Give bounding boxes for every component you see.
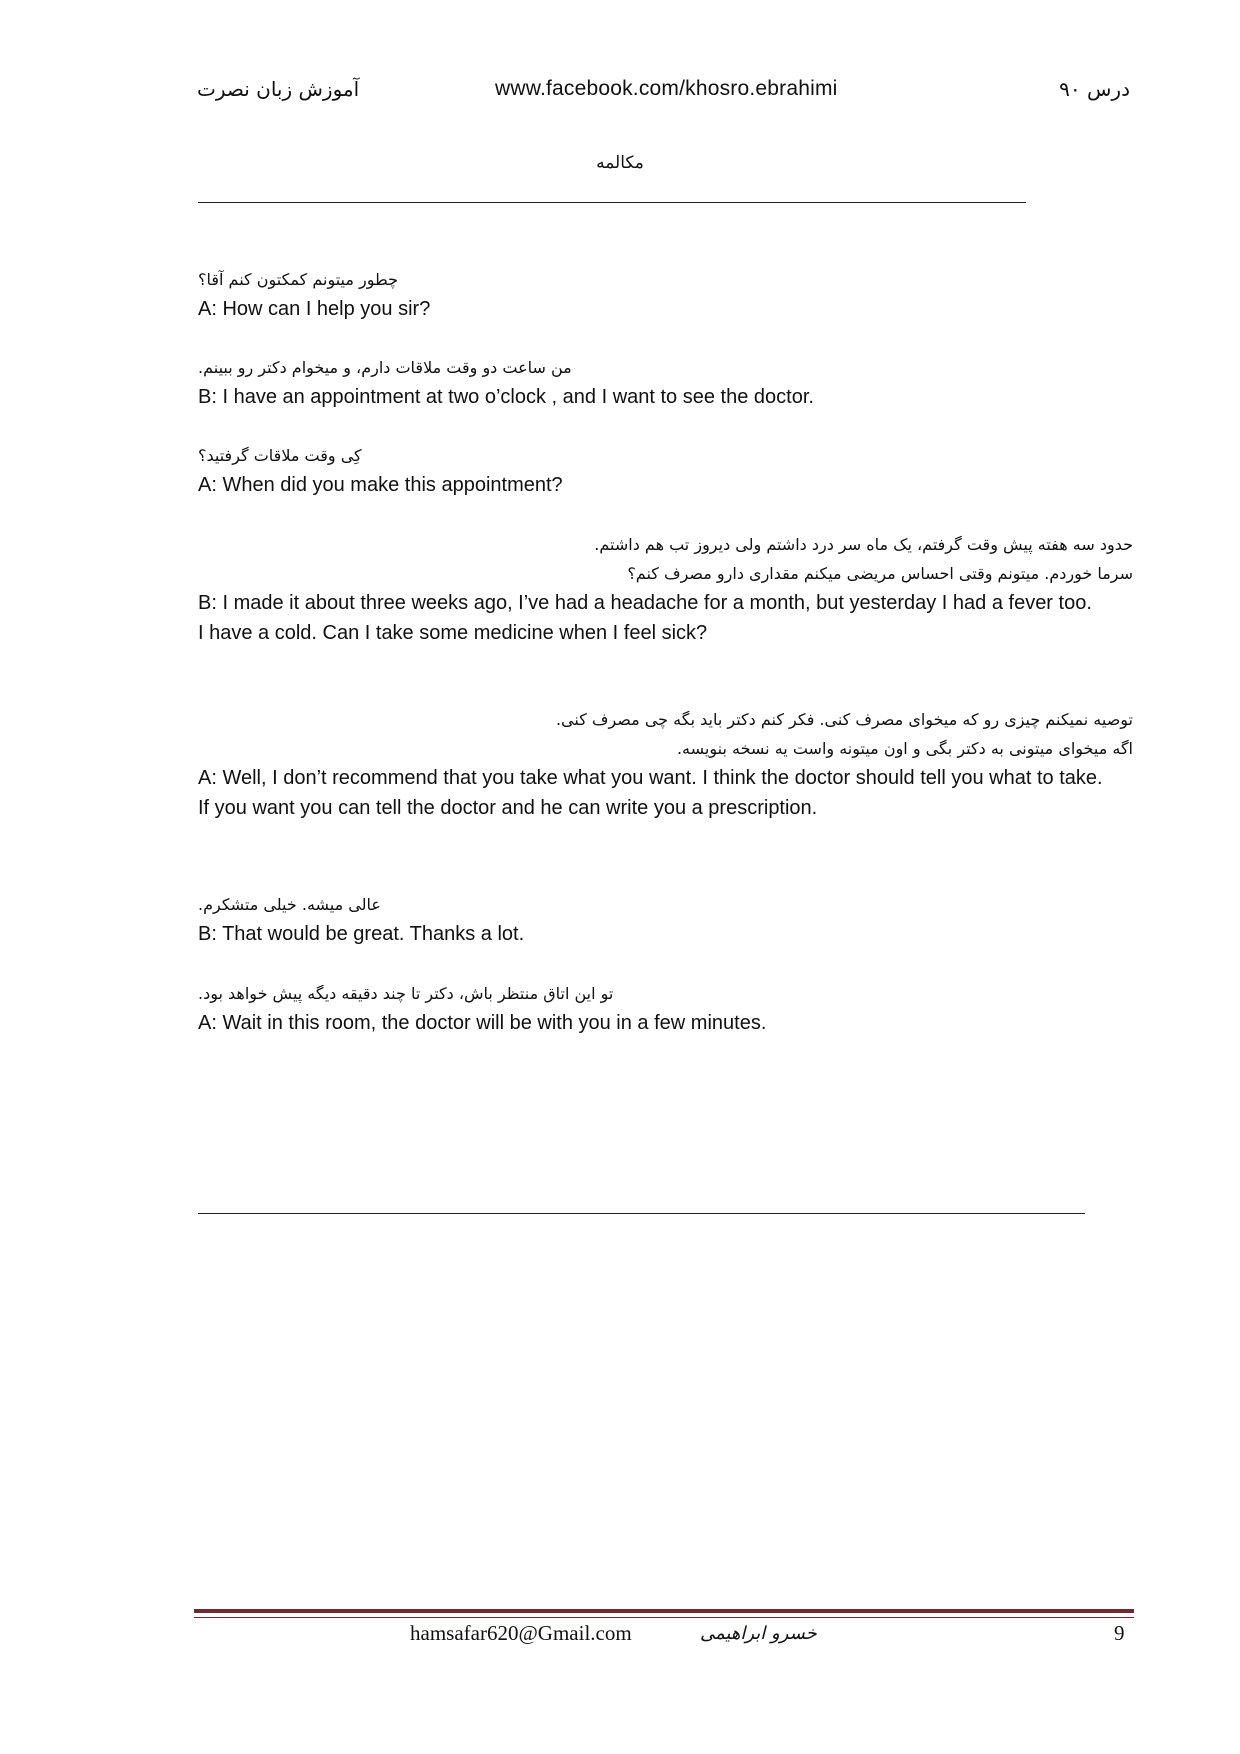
footer-author-signature: خسرو ابراهیمی (700, 1623, 817, 1644)
dialogue-entry-5 (198, 705, 1133, 823)
page-number: 9 (1114, 1621, 1125, 1645)
english-line: B: I have an appointment at two o’clock , and I want to see the doctor. (198, 386, 814, 408)
persian-line: تو این اتاق منتظر باش، دکتر تا چند دقیقه دیگه پیش خواهد بود. (198, 984, 614, 1003)
website-url: www.facebook.com/khosro.ebrahimi (495, 77, 838, 100)
footer-rule-thin (194, 1617, 1134, 1618)
english-line: A: Well, I don’t recommend that you take what you want. I think the doctor should tell you what to take. (198, 767, 1103, 789)
persian-line: من ساعت دو وقت ملاقات دارم، و میخوام دکتر رو ببینم. (198, 358, 572, 377)
lesson-number: درس ۹۰ (1059, 77, 1130, 101)
dialogue-entry-6 (198, 890, 1133, 949)
english-line: A: How can I help you sir? (198, 298, 431, 320)
english-line: I have a cold. Can I take some medicine when I feel sick? (198, 622, 708, 644)
english-line: If you want you can tell the doctor and he can write you a prescription. (198, 797, 818, 819)
english-line: A: Wait in this room, the doctor will be with you in a few minutes. (198, 1012, 767, 1034)
header-divider (198, 202, 1026, 203)
course-title: آموزش زبان نصرت (197, 77, 360, 101)
footer-email: hamsafar620@Gmail.com (410, 1621, 632, 1645)
persian-line: سرما خوردم. میتونم وقتی احساس مریضی میکنم مقداری دارو مصرف کنم؟ (627, 564, 1133, 583)
english-line: A: When did you make this appointment? (198, 474, 563, 496)
english-line: B: I made it about three weeks ago, I’ve had a headache for a month, but yesterday I had a fever too. (198, 592, 1092, 614)
persian-line: توصیه نمیکنم چیزی رو که میخوای مصرف کنی. فکر کنم دکتر باید بگه چی مصرف کنی. (555, 710, 1133, 729)
persian-line: اگه میخوای میتونی به دکتر بگی و اون میتونه واست یه نسخه بنویسه. (676, 739, 1133, 758)
dialogue-entry-3 (198, 441, 1133, 500)
dialogue-entry-1 (198, 265, 1133, 324)
content-end-divider (198, 1213, 1085, 1214)
section-title: مکالمه (596, 153, 644, 173)
footer-rule-thick (194, 1609, 1134, 1613)
dialogue-entry-4 (198, 530, 1133, 648)
english-line: B: That would be great. Thanks a lot. (198, 923, 525, 945)
persian-line: کِی وقت ملاقات گرفتید؟ (198, 446, 362, 465)
dialogue-entry-7 (198, 979, 1133, 1038)
persian-line: حدود سه هفته پیش وقت گرفتم، یک ماه سر درد داشتم ولی دیروز تب هم داشتم. (594, 535, 1133, 554)
persian-line: چطور میتونم کمکتون کنم آقا؟ (198, 270, 399, 289)
persian-line: عالی میشه. خیلی متشکرم. (198, 895, 381, 914)
dialogue-entry-2 (198, 353, 1133, 412)
